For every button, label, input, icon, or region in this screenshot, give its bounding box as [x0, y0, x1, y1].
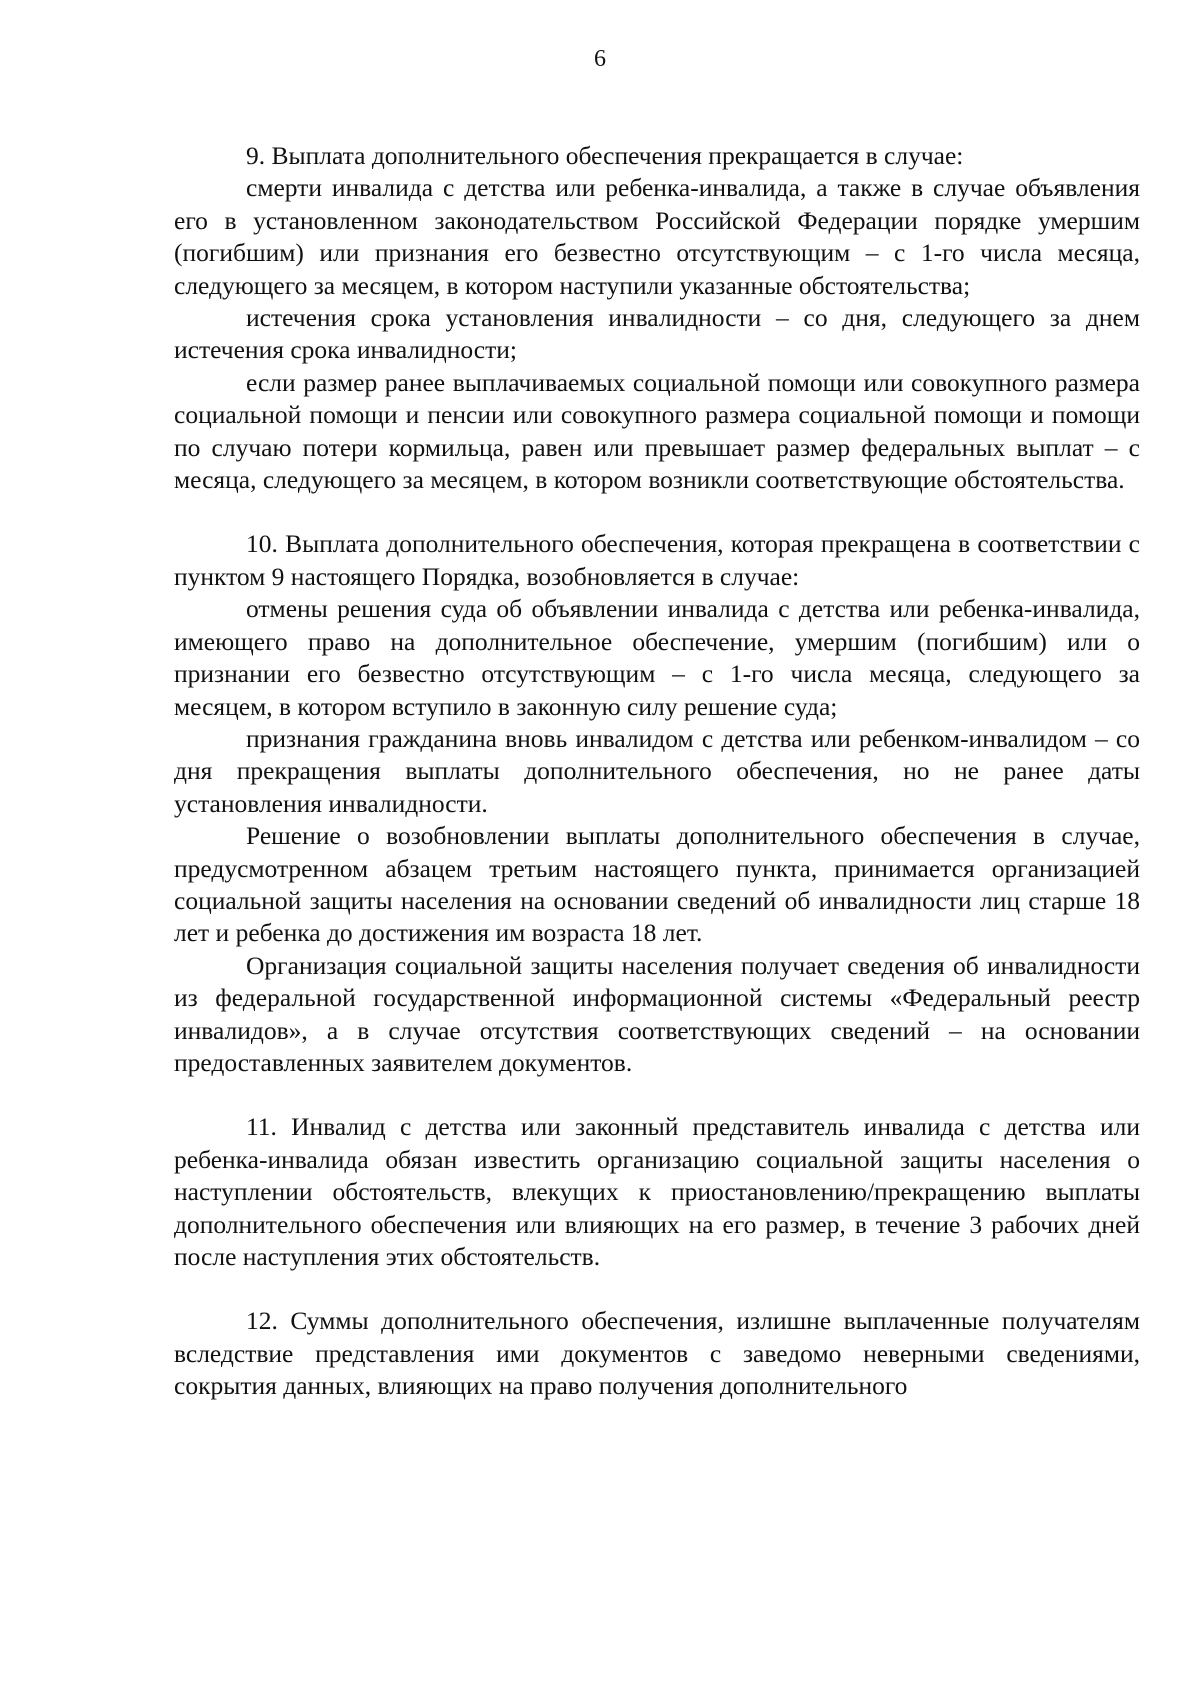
paragraph-10-heading: 10. Выплата дополнительного обеспечения, которая прекращена в соответствии с пунктом 9 настоящего Порядка, возобновляется в случае:: [174, 529, 1140, 591]
paragraph-10-registry: Организация социальной защиты населения получает сведения об инвалидности из федеральной государственной информационной системы «Федеральный реестр инвалидов», а в случае отсутствия соответствующих сведений – на основании предоставленных заявителем документов.: [174, 950, 1140, 1077]
paragraph-12: 12. Суммы дополнительного обеспечения, излишне выплаченные получателям вследствие представления ими документов с заведомо неверными сведениями, сокрытия данных, влияющих на право получения дополнительного: [174, 1306, 1140, 1401]
paragraph-10-decision: Решение о возобновлении выплаты дополнительного обеспечения в случае, предусмотренном абзацем третьим настоящего пункта, принимается организацией социальной защиты населения на основании сведений об инвалидности лиц старше 18 лет и ребенка до достижения им возраста 18 лет.: [174, 821, 1140, 948]
paragraph-10-item-court: отмены решения суда об объявлении инвалида с детства или ребенка-инвалида, имеющего право на дополнительное обеспечение, умершим (погибшим) или о признании его безвестно отсутствующим – с 1-го числа месяца, следующего за месяцем, в котором вступило в законную силу решение суда;: [174, 594, 1140, 721]
paragraph-10-item-recognition: признания гражданина вновь инвалидом с детства или ребенком-инвалидом – со дня прекращения выплаты дополнительного обеспечения, но не ранее даты установления инвалидности.: [174, 723, 1140, 818]
paragraph-9-item-expiry: истечения срока установления инвалидности – со дня, следующего за днем истечения срока инвалидности;: [174, 303, 1140, 365]
page-number: 6: [594, 46, 606, 72]
paragraph-9-item-death: смерти инвалида с детства или ребенка-инвалида, а также в случае объявления его в установленном законодательством Российской Федерации порядке умершим (погибшим) или признания его безвестно отсутствующим – с 1-го числа месяца, следующего за месяцем, в котором наступили указанные обстоятельства;: [174, 173, 1140, 300]
document-body: [174, 140, 1140, 1403]
paragraph-9-heading: 9. Выплата дополнительного обеспечения прекращается в случае:: [246, 141, 964, 170]
paragraph-11: 11. Инвалид с детства или законный представитель инвалида с детства или ребенка-инвалида обязан известить организацию социальной защиты населения о наступлении обстоятельств, влекущих к приостановлению/прекращению выплаты дополнительного обеспечения или влияющих на его размер, в течение 3 рабочих дней после наступления этих обстоятельств.: [174, 1112, 1140, 1271]
paragraph-9-item-amount: если размер ранее выплачиваемых социальной помощи или совокупного размера социальной помощи и пенсии или совокупного размера социальной помощи и помощи по случаю потери кормильца, равен или превышает размер федеральных выплат – с месяца, следующего за месяцем, в котором возникли соответствующие обстоятельства.: [174, 367, 1140, 495]
